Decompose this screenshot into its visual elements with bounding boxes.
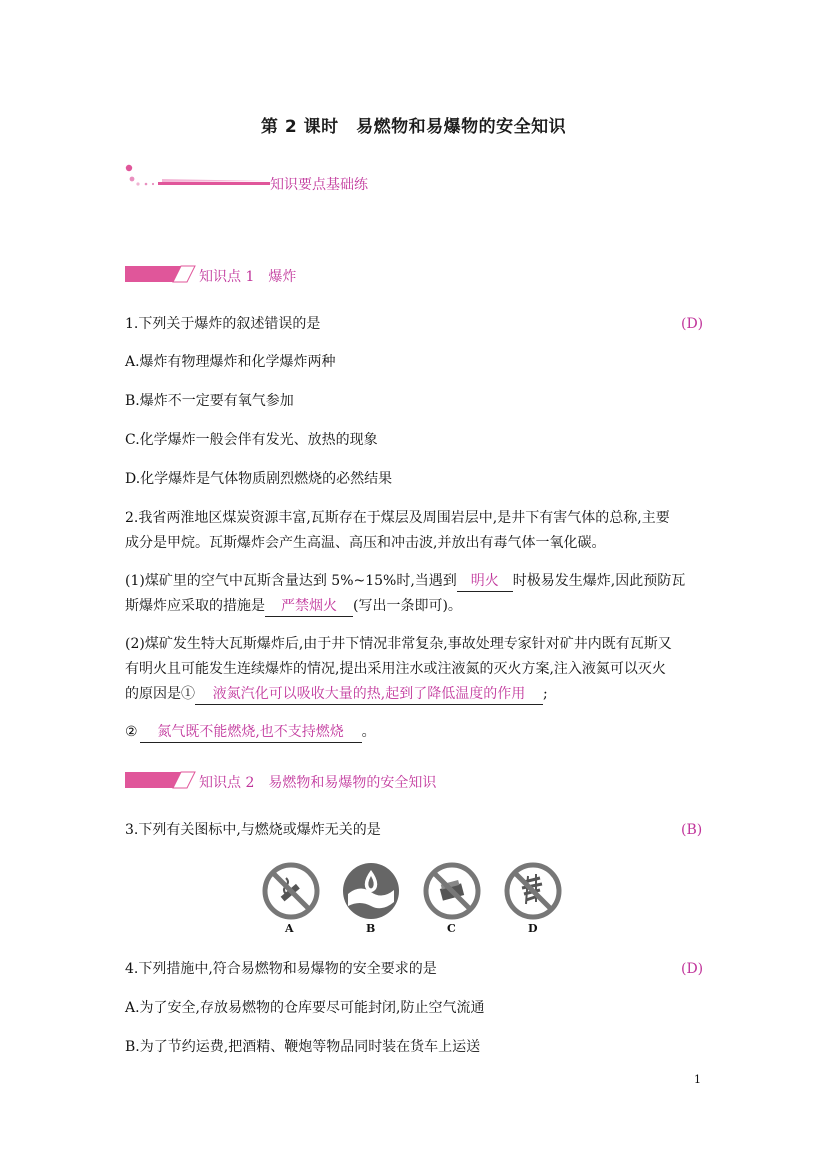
- q4-stem: 4.下列措施中,符合易燃物和易爆物的安全要求的是: [125, 961, 437, 977]
- kp2-label: 知识点 2 易燃物和易爆物的安全知识: [199, 775, 437, 791]
- q2-line1: 2.我省两淮地区煤炭资源丰富,瓦斯存在于煤层及周围岩层中,是井下有害气体的总称,主要: [125, 510, 670, 526]
- deco-bar: [158, 182, 270, 185]
- icon-label-a: A: [285, 922, 294, 935]
- q1-option-d: D.化学爆炸是气体物质剧烈燃烧的必然结果: [125, 471, 393, 487]
- q2-part2-line1: (2)煤矿发生特大瓦斯爆炸后,由于井下情况非常复杂,事故处理专家针对矿井内既有瓦斯又: [125, 636, 672, 652]
- q2-part2-text-c: ②: [125, 724, 138, 740]
- q2-part2-line4: [125, 722, 376, 743]
- q2-part1-text-b: 时极易发生爆炸,因此预防瓦: [512, 573, 686, 589]
- page-title: 第 2 课时 易燃物和易爆物的安全知识: [260, 117, 567, 137]
- q4-option-b: B.为了节约运费,把酒精、鞭炮等物品同时装在货车上运送: [125, 1039, 481, 1055]
- q2-part1-text-a: (1)煤矿里的空气中瓦斯含量达到 5%~15%时,当遇到: [125, 573, 457, 589]
- q2-blank-4: 氮气既不能燃烧,也不支持燃烧: [140, 722, 362, 743]
- no-smoking-icon: [262, 862, 320, 920]
- no-fireworks-icon: [423, 862, 481, 920]
- deco-dot: [152, 183, 154, 185]
- q2-part2-line3: [125, 684, 548, 705]
- kp1-tag: [125, 265, 197, 283]
- q2-part1-line2: [125, 596, 462, 617]
- no-flammables-icon: [504, 862, 562, 920]
- kp1-label: 知识点 1 爆炸: [199, 269, 297, 285]
- kp2-tag: [125, 771, 197, 789]
- water-saving-icon: [342, 862, 400, 920]
- deco-dot: [130, 177, 135, 182]
- q2-part2-text-b: ;: [543, 686, 548, 702]
- q4-answer: (D): [681, 961, 704, 977]
- q2-part2-text-d: 。: [361, 724, 376, 740]
- q1-option-b: B.爆炸不一定要有氧气参加: [125, 393, 294, 409]
- q1-stem: 1.下列关于爆炸的叙述错误的是: [125, 316, 321, 332]
- icon-label-b: B: [366, 922, 376, 935]
- q1-option-c: C.化学爆炸一般会伴有发光、放热的现象: [125, 432, 378, 448]
- deco-dot: [126, 165, 132, 171]
- q2-part1-text-d: (写出一条即可)。: [353, 598, 462, 614]
- q1-option-a: A.爆炸有物理爆炸和化学爆炸两种: [125, 354, 336, 370]
- q2-part2-line2: 有明火且可能发生连续爆炸的情况,提出采用注水或注液氮的灭火方案,注入液氮可以灭火: [125, 661, 666, 677]
- q3-stem: 3.下列有关图标中,与燃烧或爆炸无关的是: [125, 822, 381, 838]
- page-number: 1: [694, 1073, 701, 1086]
- q2-part1-line1: [125, 571, 685, 592]
- q2-blank-2: 严禁烟火: [265, 596, 353, 617]
- icon-label-c: C: [447, 922, 456, 935]
- deco-bar-light: [162, 179, 270, 182]
- icon-label-d: D: [528, 922, 538, 935]
- q2-blank-1: 明火: [457, 571, 513, 592]
- section-header: 知识要点基础练: [270, 177, 368, 193]
- q2-part2-text-a: 的原因是①: [125, 686, 195, 702]
- q4-option-a: A.为了安全,存放易燃物的仓库要尽可能封闭,防止空气流通: [125, 1000, 485, 1016]
- q1-answer: (D): [681, 316, 704, 332]
- section-header-decoration: [120, 160, 280, 196]
- q3-answer: (B): [681, 822, 703, 838]
- q2-line2: 成分是甲烷。瓦斯爆炸会产生高温、高压和冲击波,并放出有毒气体一氧化碳。: [125, 535, 606, 551]
- q2-blank-3: 液氮汽化可以吸收大量的热,起到了降低温度的作用: [195, 684, 543, 705]
- deco-dot: [145, 183, 148, 186]
- q2-part1-text-c: 斯爆炸应采取的措施是: [125, 598, 265, 614]
- deco-dot: [136, 182, 139, 185]
